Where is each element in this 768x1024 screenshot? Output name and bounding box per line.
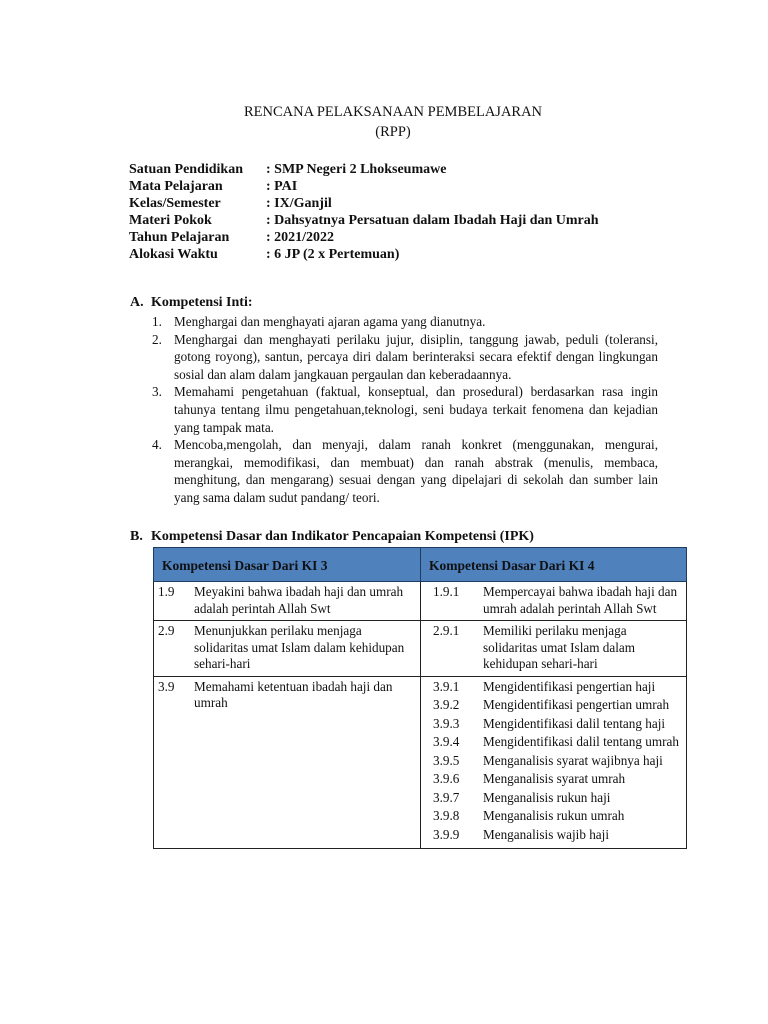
indicator-number: 3.9.2 bbox=[433, 697, 460, 712]
section-letter: A. bbox=[130, 295, 144, 310]
indicator-text: Menganalisis wajib haji bbox=[483, 826, 609, 842]
info-row bbox=[129, 246, 599, 263]
list-item bbox=[152, 383, 658, 436]
table-header-row bbox=[154, 548, 687, 582]
list-text: Memahami pengetahuan (faktual, konseptual, dan prosedural) berdasarkan rasa ingin tahunya tentang ilmu pengetahuan,teknologi, seni budaya terkait fenomena dan kejadian yang tampak mata. bbox=[174, 384, 658, 435]
table-header-cell: Kompetensi Dasar Dari KI 3 bbox=[154, 548, 421, 582]
info-label: Kelas/Semester bbox=[129, 196, 221, 211]
info-value: : SMP Negeri 2 Lhokseumawe bbox=[266, 162, 447, 177]
indicator-item bbox=[425, 771, 682, 788]
indicator-number: 1.9.1 bbox=[433, 584, 460, 599]
indicator-text: Menganalisis syarat wajibnya haji bbox=[483, 752, 663, 768]
indicator-number: 3.9.1 bbox=[433, 678, 460, 694]
list-item bbox=[152, 331, 658, 384]
info-label: Materi Pokok bbox=[129, 213, 212, 228]
table-cell bbox=[154, 676, 421, 849]
kd-text: Menunjukkan perilaku menjaga solidaritas umat Islam dalam kehidupan sehari-hari bbox=[194, 623, 405, 671]
table-header-cell: Kompetensi Dasar Dari KI 4 bbox=[421, 548, 687, 582]
document-subtitle: (RPP) bbox=[375, 124, 411, 140]
kd-text: Memahami ketentuan ibadah haji dan umrah bbox=[194, 678, 393, 710]
indicator-number: 3.9.7 bbox=[433, 789, 460, 805]
info-label: Alokasi Waktu bbox=[129, 247, 218, 262]
info-value: : PAI bbox=[266, 179, 298, 194]
indicator-number: 3.9.6 bbox=[433, 771, 460, 786]
table-cell bbox=[421, 621, 687, 677]
info-row bbox=[129, 229, 599, 246]
table-cell bbox=[154, 582, 421, 621]
indicator-item bbox=[425, 679, 682, 696]
indicator-item bbox=[425, 808, 682, 825]
indicator-text: Mempercayai bahwa ibadah haji dan umrah adalah perintah Allah Swt bbox=[483, 584, 678, 616]
list-item bbox=[152, 313, 658, 331]
section-title: Kompetensi Inti: bbox=[151, 295, 253, 310]
table-cell bbox=[421, 582, 687, 621]
table-row bbox=[154, 582, 687, 621]
info-row bbox=[129, 178, 599, 195]
indicator-number: 2.9.1 bbox=[433, 623, 460, 638]
indicator-number: 3.9.5 bbox=[433, 752, 460, 768]
indicator-text: Mengidentifikasi pengertian umrah bbox=[483, 697, 670, 712]
info-value: : 6 JP (2 x Pertemuan) bbox=[266, 247, 400, 262]
table-cell bbox=[421, 676, 687, 849]
info-label: Mata Pelajaran bbox=[129, 179, 223, 194]
list-number: 3. bbox=[152, 384, 162, 400]
indicator-item bbox=[425, 697, 682, 714]
document-title: RENCANA PELAKSANAAN PEMBELAJARAN bbox=[243, 104, 543, 120]
kd-number: 1.9 bbox=[158, 584, 175, 599]
kompetensi-dasar-table bbox=[153, 547, 687, 849]
info-row bbox=[129, 161, 599, 178]
indicator-number: 3.9.9 bbox=[433, 826, 460, 842]
indicator-text: Mengidentifikasi dalil tentang haji bbox=[483, 715, 666, 731]
indicator-text: Menganalisis rukun haji bbox=[483, 789, 611, 805]
section-a-heading bbox=[130, 295, 253, 311]
table-row bbox=[154, 621, 687, 677]
info-value: : 2021/2022 bbox=[266, 230, 335, 245]
table-cell bbox=[154, 621, 421, 677]
list-number: 4. bbox=[152, 437, 162, 453]
kd-text: Meyakini bahwa ibadah haji dan umrah adalah perintah Allah Swt bbox=[194, 584, 404, 616]
info-value: : IX/Ganjil bbox=[266, 196, 332, 211]
indicator-text: Mengidentifikasi dalil tentang umrah bbox=[483, 734, 679, 749]
info-row bbox=[129, 195, 599, 212]
kompetensi-inti-list bbox=[152, 313, 658, 507]
section-letter: B. bbox=[130, 529, 143, 544]
indicator-number: 3.9.8 bbox=[433, 808, 460, 823]
section-b-heading bbox=[130, 529, 534, 545]
list-text: Menghargai dan menghayati ajaran agama yang dianutnya. bbox=[174, 314, 486, 329]
indicator-text: Memiliki perilaku menjaga solidaritas umat Islam dalam kehidupan sehari-hari bbox=[483, 623, 635, 671]
indicator-item bbox=[425, 790, 682, 807]
list-text: Menghargai dan menghayati perilaku jujur, disiplin, tanggung jawab, peduli (toleransi, gotong royong), santun, percaya diri dalam berinteraksi secara efektif dengan lingkungan sosial dan alam dalam jangkauan pergaulan dan keberadaannya. bbox=[174, 331, 658, 382]
indicator-item bbox=[425, 734, 682, 751]
indicator-item bbox=[425, 716, 682, 733]
kd-number: 2.9 bbox=[158, 623, 175, 638]
indicator-text: Menganalisis rukun umrah bbox=[483, 808, 625, 823]
section-title: Kompetensi Dasar dan Indikator Pencapaian Kompetensi (IPK) bbox=[151, 529, 534, 544]
info-row bbox=[129, 212, 599, 229]
indicator-item bbox=[425, 753, 682, 770]
list-item bbox=[152, 436, 658, 506]
indicator-number: 3.9.4 bbox=[433, 734, 460, 749]
list-number: 2. bbox=[152, 331, 162, 347]
kd-number: 3.9 bbox=[158, 678, 175, 694]
identity-block bbox=[129, 161, 599, 263]
indicator-text: Mengidentifikasi pengertian haji bbox=[483, 678, 656, 694]
list-number: 1. bbox=[152, 314, 162, 329]
list-text: Mencoba,mengolah, dan menyaji, dalam ranah konkret (menggunakan, mengurai, merangkai, memodifikasi, dan membuat) dan ranah abstrak (menulis, membaca, menghitung, dan mengarang) sesuai dengan yang dipelajari di sekolah dan sumber lain yang sama dalam sudut pandang/ teori. bbox=[174, 437, 658, 505]
indicator-text: Menganalisis syarat umrah bbox=[483, 771, 626, 786]
indicator-item bbox=[425, 827, 682, 844]
info-label: Tahun Pelajaran bbox=[129, 230, 230, 245]
info-label: Satuan Pendidikan bbox=[129, 162, 243, 177]
indicator-number: 3.9.3 bbox=[433, 715, 460, 731]
table-row bbox=[154, 676, 687, 849]
info-value: : Dahsyatnya Persatuan dalam Ibadah Haji dan Umrah bbox=[266, 213, 599, 228]
